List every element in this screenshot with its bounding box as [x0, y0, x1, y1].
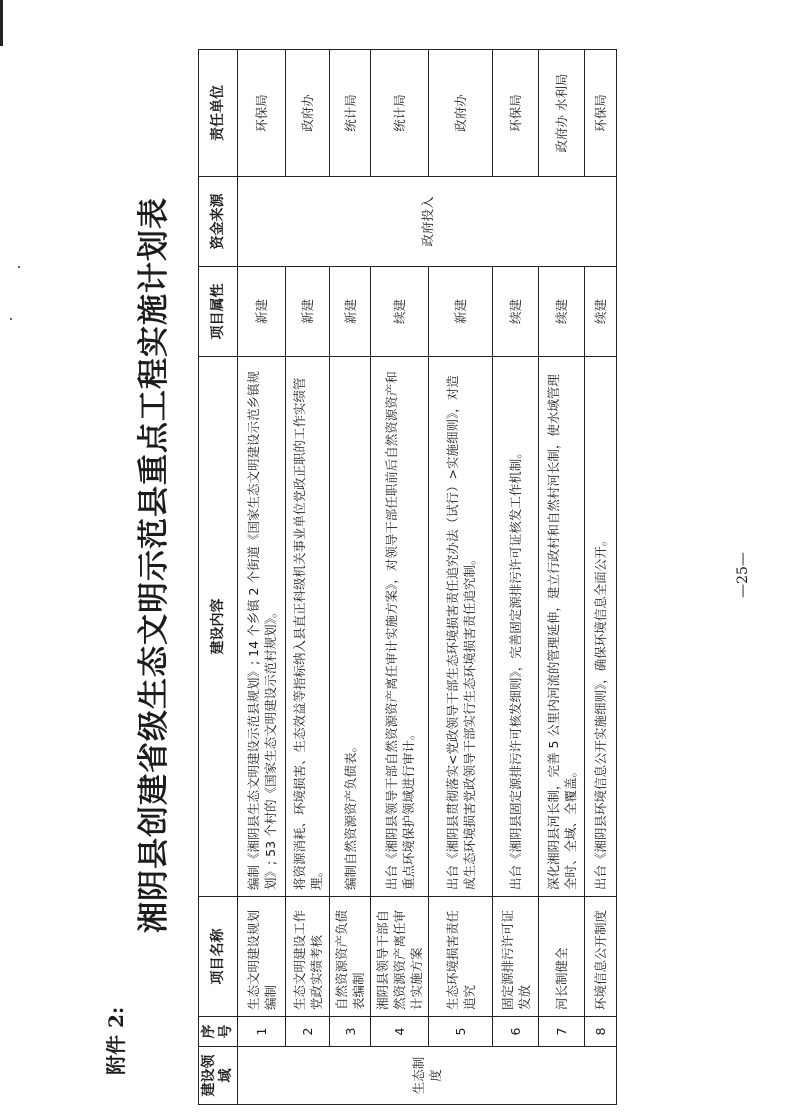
table-header-row	[199, 50, 238, 1105]
row-name: 固定源排污许可证发放	[493, 897, 539, 1017]
row-unit: 政府办	[286, 50, 330, 177]
row-name: 自然资源资产负债表编制	[330, 897, 371, 1017]
row-attr: 新建	[286, 267, 330, 357]
row-content: 出台《湘阴县贯彻落实<党政领导干部生态环境损害责任追究办法（试行）>实施细则》，对造成生态环境损害党政领导干部实行生态环境损害责任追究制。	[429, 357, 493, 897]
header-content: 建设内容	[199, 357, 238, 897]
row-content: 出台《湘阴县固定源排污许可核发细则》，完善固定源排污许可证核发工作机制。	[493, 357, 539, 897]
domain-cell: 生态制度	[238, 1047, 617, 1105]
row-unit: 环保局	[493, 50, 539, 177]
row-no: 7	[539, 1017, 585, 1047]
header-funding: 资金来源	[199, 177, 238, 267]
row-attr: 续建	[371, 267, 429, 357]
row-unit: 环保局	[238, 50, 286, 177]
row-attr: 续建	[493, 267, 539, 357]
header-no: 序号	[199, 1017, 238, 1047]
row-name: 河长制健全	[539, 897, 585, 1017]
row-no: 6	[493, 1017, 539, 1047]
row-no: 2	[286, 1017, 330, 1047]
row-attr: 新建	[330, 267, 371, 357]
row-name: 湘阴县领导干部自然资源资产离任审计实施方案	[371, 897, 429, 1017]
header-unit: 责任单位	[199, 50, 238, 177]
row-content: 编制《湘阴县生态文明建设示范县规划》; 14 个乡镇 2 个街道《国家生态文明建设示范乡镇规划》; 53 个村的《国家生态文明建设示范村规划》。	[238, 357, 286, 897]
row-attr: 新建	[429, 267, 493, 357]
header-project-name: 项目名称	[199, 897, 238, 1017]
row-unit: 统计局	[371, 50, 429, 177]
row-unit: 统计局	[330, 50, 371, 177]
document-title: 湘阴县创建省级生态文明示范县重点工程实施计划表	[136, 197, 172, 933]
table-row	[238, 50, 286, 1105]
plan-table	[198, 49, 617, 1105]
row-content: 将资源消耗、环境损害、生态效益等指标纳入县直正科级机关事业单位党政正职的工作实绩管理。	[286, 357, 330, 897]
row-no: 5	[429, 1017, 493, 1047]
row-attr: 续建	[585, 267, 617, 357]
row-unit: 政府办 水利局	[539, 50, 585, 177]
row-content: 出台《湘阴县环境信息公开实施细则》，确保环境信息全面公开。	[585, 357, 617, 897]
row-no: 3	[330, 1017, 371, 1047]
header-attribute: 项目属性	[199, 267, 238, 357]
row-content: 深化湘阴县河长制，完善 5 公里内河流的管理延伸，建立行政村和自然村河长制，使水域管理全时、全域、全覆盖。	[539, 357, 585, 897]
row-unit: 政府办	[429, 50, 493, 177]
row-content: 出台《湘阴县领导干部自然资源资产离任审计实施方案》，对领导干部任职前后自然资源资产和重点环境保护领域进行审计。	[371, 357, 429, 897]
row-name: 生态环境损害责任追究	[429, 897, 493, 1017]
attachment-label: 附件 2:	[104, 1006, 128, 1075]
row-attr: 续建	[539, 267, 585, 357]
header-domain: 建设领域	[199, 1047, 238, 1105]
row-name: 生态文明建设工作党政实绩考核	[286, 897, 330, 1017]
row-no: 1	[238, 1017, 286, 1047]
row-attr: 新建	[238, 267, 286, 357]
row-name: 生态文明建设规划编制	[238, 897, 286, 1017]
row-no: 8	[585, 1017, 617, 1047]
page-number: —25—	[735, 552, 751, 598]
funding-cell: 政府投入	[238, 177, 617, 267]
row-no: 4	[371, 1017, 429, 1047]
row-unit: 环保局	[585, 50, 617, 177]
row-content: 编制自然资源资产负债表。	[330, 357, 371, 897]
row-name: 环境信息公开制度	[585, 897, 617, 1017]
